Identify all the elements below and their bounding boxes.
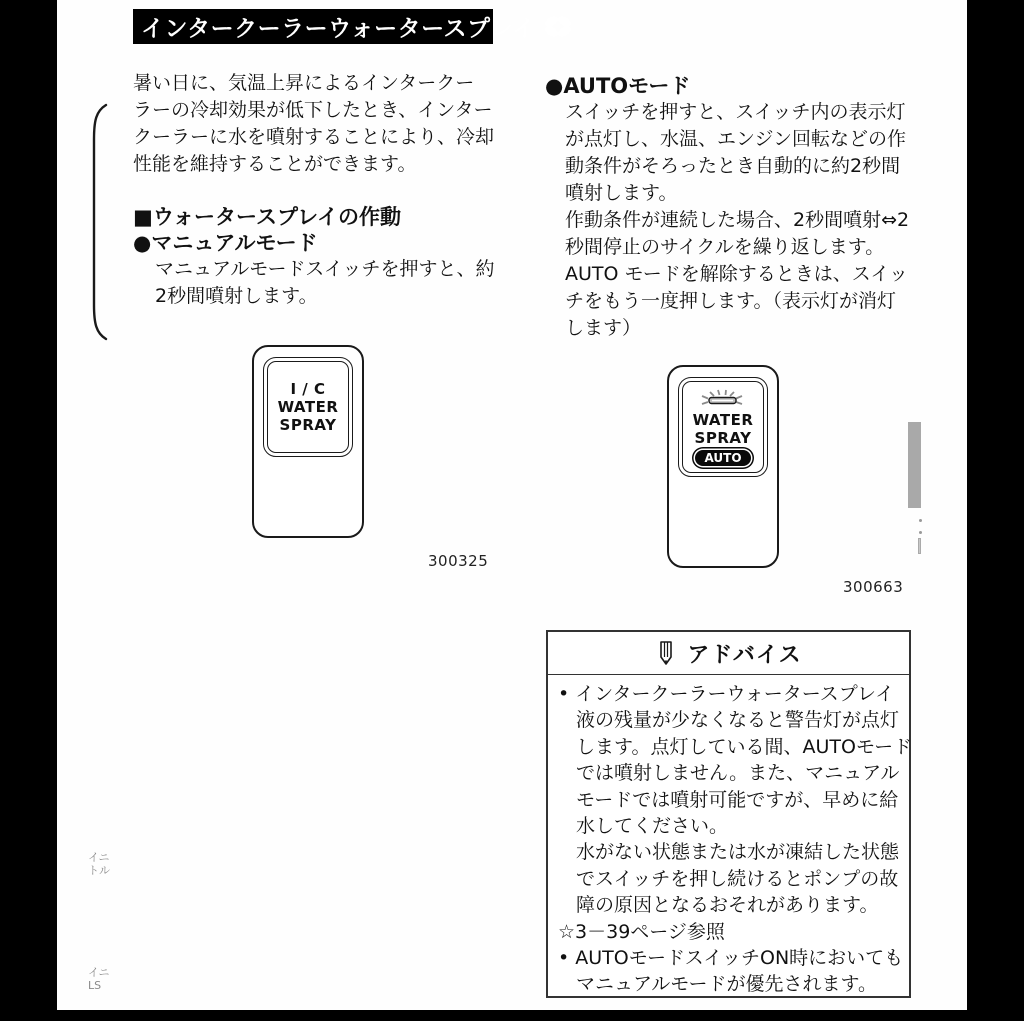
text-line: ☆3－39ページ参照 bbox=[558, 920, 725, 943]
manual-mode-paragraph bbox=[155, 256, 495, 310]
text-line: 作動条件が連続した場合、2秒間噴射⇔2 bbox=[565, 209, 910, 231]
switch-label-spray: SPRAY bbox=[279, 416, 337, 434]
butterfly-icon bbox=[543, 15, 573, 38]
text-line: 2秒間噴射します。 bbox=[155, 285, 318, 307]
switch-label-water: WATER bbox=[692, 410, 754, 429]
text-line: チをもう一度押します。（表示灯が消灯 bbox=[565, 290, 896, 312]
text-line: 噴射します。 bbox=[565, 182, 678, 204]
right-black-border bbox=[967, 0, 1024, 1021]
advice-box bbox=[546, 630, 911, 998]
auto-mode-paragraph bbox=[565, 99, 909, 342]
page-edge-tab bbox=[908, 422, 921, 508]
switch-label-spray: SPRAY bbox=[694, 428, 752, 447]
switch-label-water: WATER bbox=[277, 398, 339, 416]
text-line: が点灯し、水温、エンジン回転などの作 bbox=[565, 128, 907, 150]
switch-button-ring bbox=[678, 377, 768, 477]
switch-button-face bbox=[267, 361, 349, 453]
subheading-manual-mode: ●マニュアルモード bbox=[133, 231, 318, 255]
switch-button-face bbox=[682, 381, 764, 473]
page-title: インタークーラーウォータースプレイ bbox=[141, 16, 536, 42]
text-line: でスイッチを押し続けるとポンプの故 bbox=[576, 867, 899, 890]
switch-button-ring bbox=[263, 357, 353, 457]
advice-title: アドバイス bbox=[687, 642, 802, 668]
left-black-border bbox=[0, 0, 57, 1021]
text-line: マニュアルモードスイッチを押すと、約 bbox=[155, 258, 495, 280]
margin-speck bbox=[919, 519, 922, 522]
text-line: マニュアルモードが優先されます。 bbox=[576, 973, 877, 996]
page-title-banner bbox=[133, 9, 536, 44]
margin-note-bottom bbox=[88, 966, 110, 992]
model-range-bracket bbox=[90, 103, 108, 345]
section-heading-water-spray-operation: ■ウォータースプレイの作動 bbox=[133, 205, 402, 229]
manual-mode-switch-illustration bbox=[252, 345, 364, 538]
text-line: 水してください。 bbox=[576, 815, 729, 838]
text-line: イニ bbox=[88, 851, 110, 864]
margin-note-top bbox=[88, 851, 110, 877]
margin-speck bbox=[919, 531, 922, 534]
advice-body bbox=[548, 675, 913, 998]
auto-mode-switch-illustration bbox=[667, 365, 779, 568]
text-line: スイッチを押すと、スイッチ内の表示灯 bbox=[565, 101, 906, 123]
text-line: します。点灯している間、AUTOモード bbox=[576, 735, 913, 758]
text-line: クーラーに水を噴射することにより、冷却 bbox=[133, 126, 495, 148]
text-line: イニ bbox=[88, 966, 110, 979]
text-line: • AUTOモードスイッチON時においても bbox=[558, 947, 904, 970]
auto-badge: AUTO bbox=[695, 450, 750, 466]
switch-label-ic: I / C bbox=[290, 380, 326, 398]
subheading-auto-mode: ●AUTOモード bbox=[545, 74, 691, 98]
text-line: モードでは噴射可能ですが、早めに給 bbox=[576, 788, 899, 811]
text-line: 性能を維持することができます。 bbox=[133, 153, 417, 175]
text-line: AUTO モードを解除するときは、スイッ bbox=[565, 263, 908, 285]
text-line: • インタークーラーウォータースプレイ bbox=[558, 683, 895, 705]
text-line: 障の原因となるおそれがあります。 bbox=[576, 894, 879, 917]
text-line: 液の残量が少なくなると警告灯が点灯 bbox=[576, 709, 900, 732]
text-line: ラーの冷却効果が低下したとき、インター bbox=[133, 99, 493, 121]
intro-paragraph bbox=[133, 70, 494, 178]
pencil-icon bbox=[655, 639, 677, 667]
text-line: 秒間停止のサイクルを繰り返します。 bbox=[565, 236, 885, 258]
text-line: 暑い日に、気温上昇によるインタークー bbox=[133, 72, 475, 94]
bottom-black-border bbox=[0, 1010, 1024, 1021]
figure-number-right: 300663 bbox=[843, 578, 904, 596]
text-line: 水がない状態または水が凍結した状態 bbox=[576, 841, 900, 864]
text-line: では噴射しません。また、マニュアル bbox=[576, 762, 900, 785]
margin-tick bbox=[918, 538, 921, 554]
indicator-lamp-icon bbox=[690, 389, 756, 411]
figure-number-left: 300325 bbox=[428, 552, 489, 570]
text-line: トル bbox=[88, 864, 110, 877]
text-line: します） bbox=[565, 317, 642, 339]
text-line: LS bbox=[88, 979, 102, 992]
text-line: 動条件がそろったとき自動的に約2秒間 bbox=[565, 155, 901, 177]
advice-header bbox=[548, 632, 909, 675]
